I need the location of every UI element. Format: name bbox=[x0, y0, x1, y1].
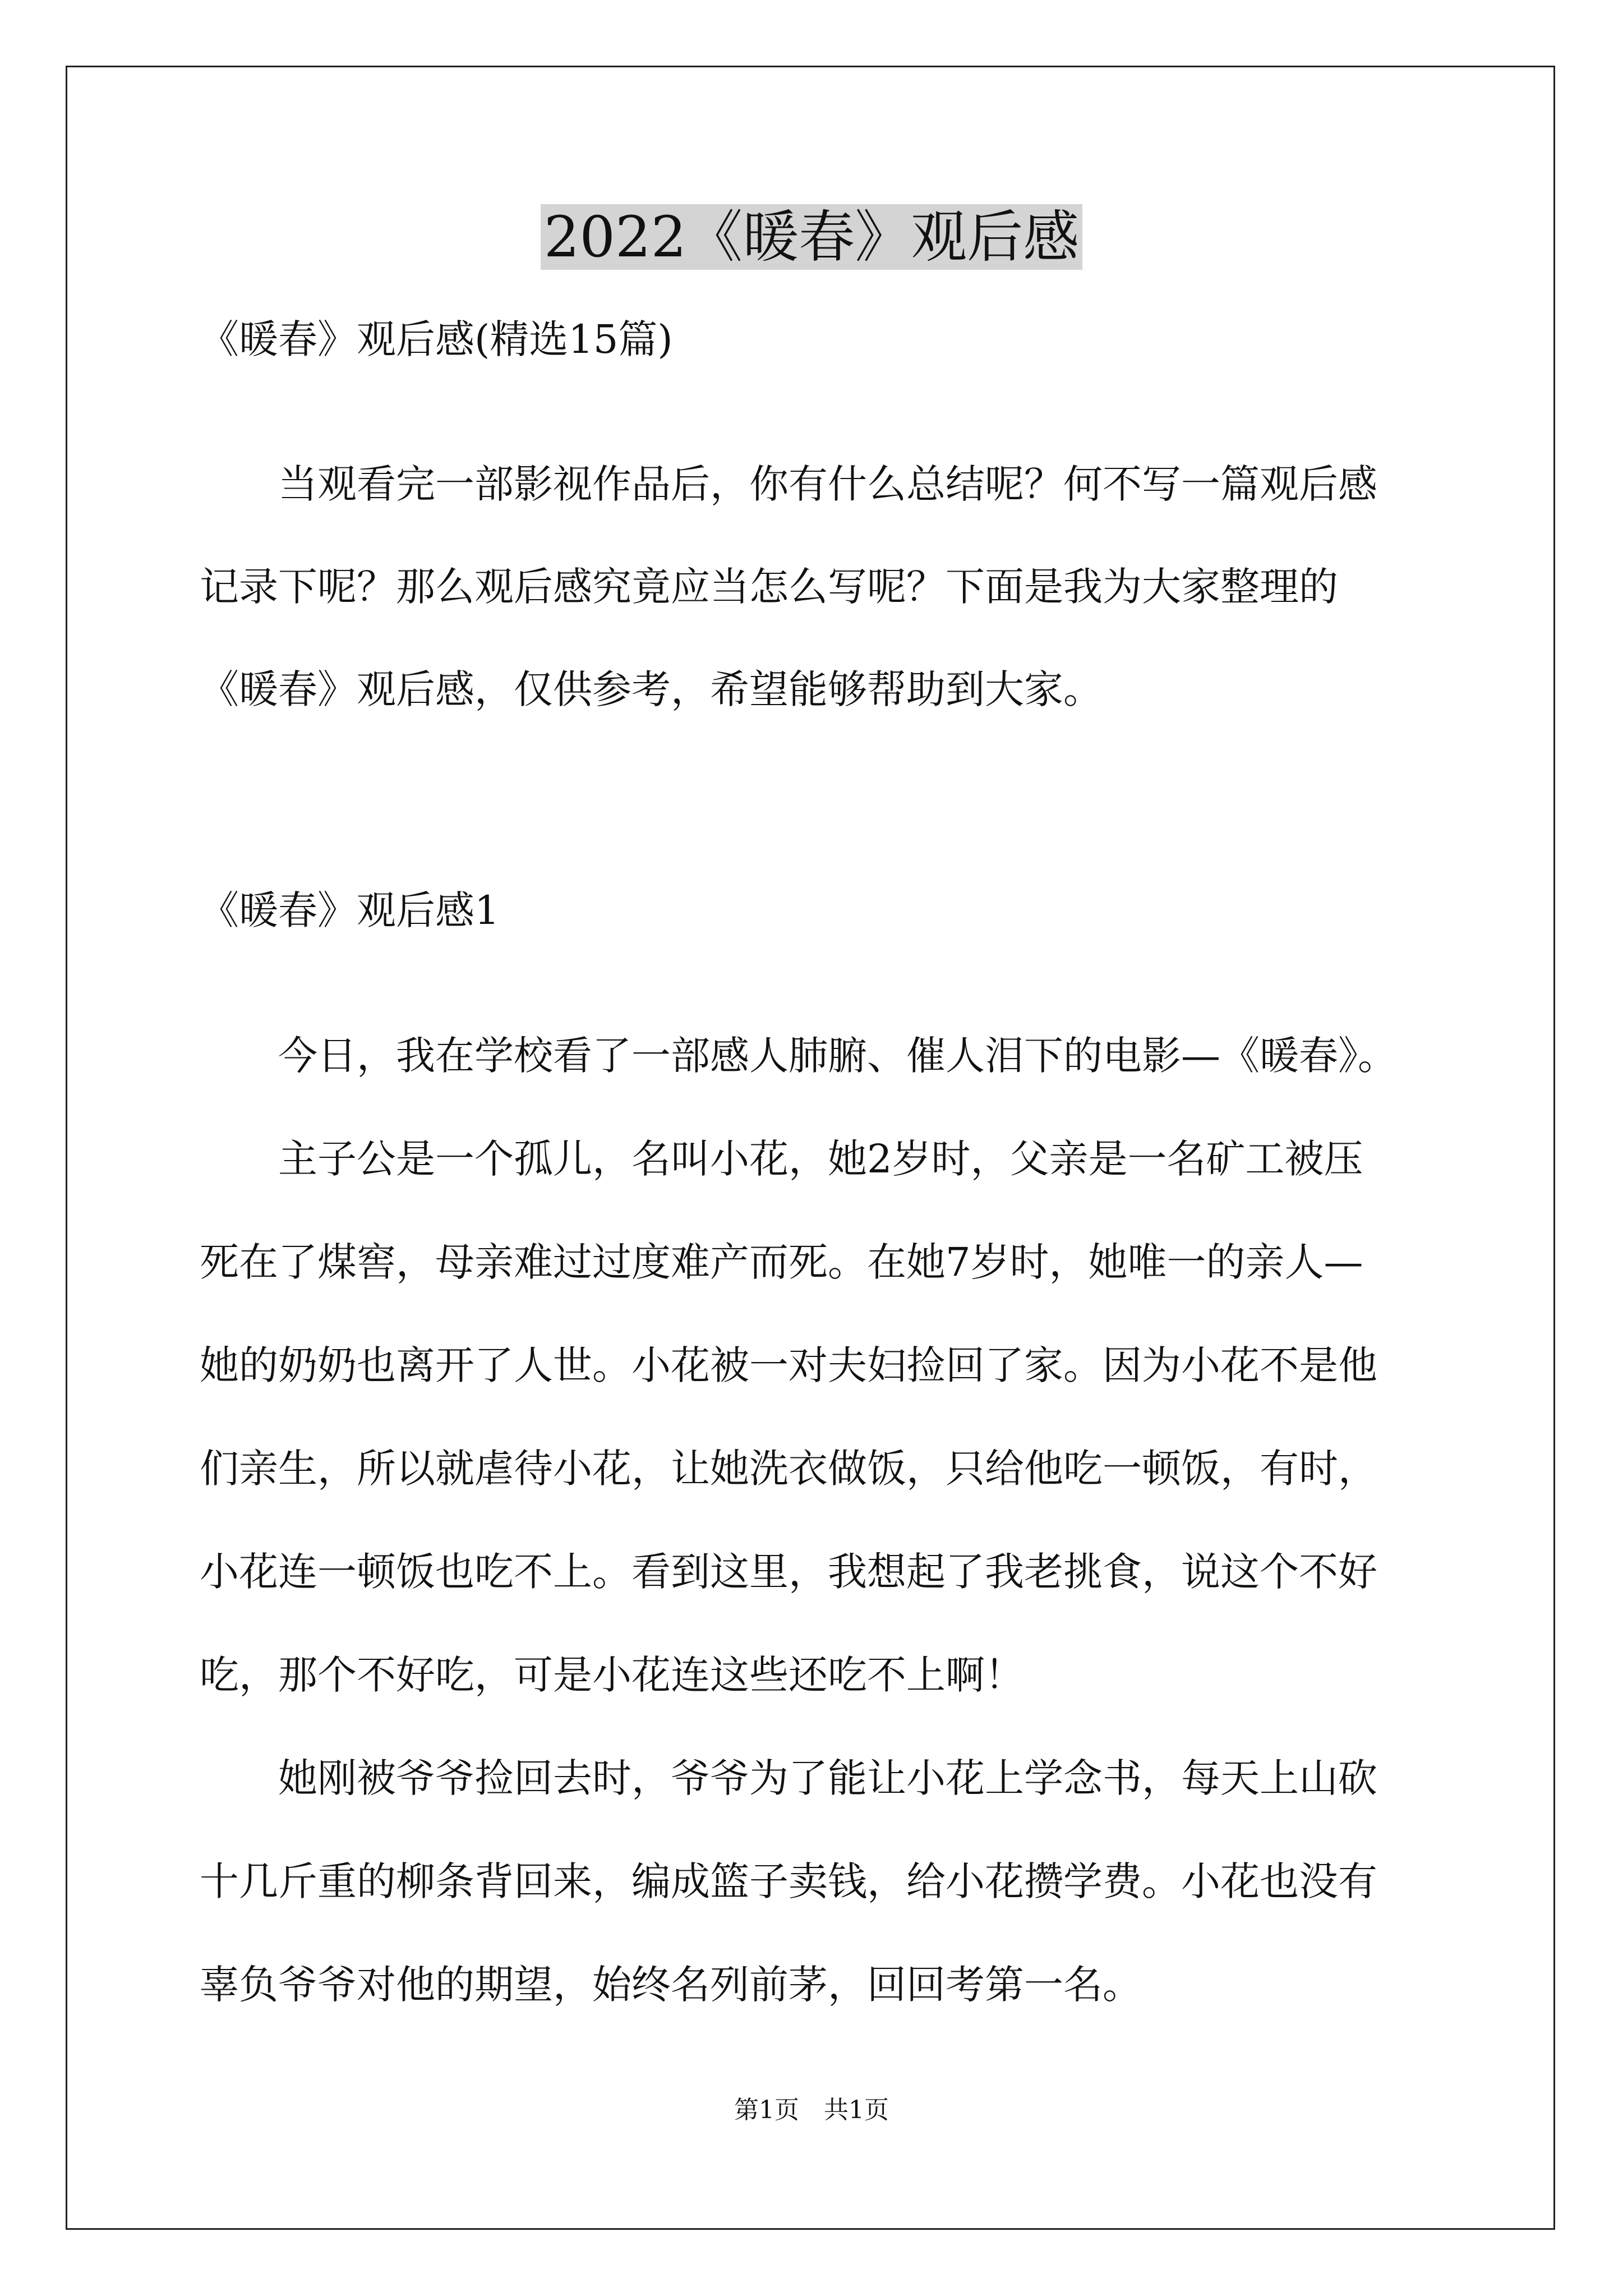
intro-line-1: 当观看完一部影视作品后，你有什么总结呢？何不写一篇观后感 bbox=[200, 461, 1377, 507]
body-line-7: 吃，那个不好吃，可是小花连这些还吃不上啊！ bbox=[200, 1652, 1024, 1698]
body-line-8: 她刚被爷爷捡回去时，爷爷为了能让小花上学念书，每天上山砍 bbox=[200, 1755, 1377, 1801]
page-number-footer: 第1页 共1页 bbox=[734, 2096, 889, 2124]
title-text: 2022《暖春》观后感 bbox=[541, 204, 1083, 270]
body-line-10: 辜负爷爷对他的期望，始终名列前茅，回回考第一名。 bbox=[200, 1962, 1142, 2008]
body-line-9: 十几斤重的柳条背回来，编成篮子卖钱，给小花攒学费。小花也没有 bbox=[200, 1858, 1377, 1904]
body-line-5: 们亲生，所以就虐待小花，让她洗衣做饭，只给他吃一顿饭，有时， bbox=[200, 1446, 1377, 1492]
section-heading: 《暖春》观后感1 bbox=[200, 887, 500, 933]
document-title bbox=[0, 195, 1623, 279]
body-line-2: 主子公是一个孤儿，名叫小花，她2岁时，父亲是一名矿工被压 bbox=[200, 1136, 1363, 1182]
body-line-6: 小花连一顿饭也吃不上。看到这里，我想起了我老挑食，说这个不好 bbox=[200, 1549, 1377, 1595]
document-subtitle: 《暖春》观后感(精选15篇) bbox=[200, 316, 673, 362]
body-line-4: 她的奶奶也离开了人世。小花被一对夫妇捡回了家。因为小花不是他 bbox=[200, 1342, 1377, 1388]
intro-line-2: 记录下呢？那么观后感究竟应当怎么写呢？下面是我为大家整理的 bbox=[200, 564, 1338, 610]
body-line-1: 今日，我在学校看了一部感人肺腑、催人泪下的电影—《暖春》。 bbox=[200, 1033, 1397, 1079]
body-line-3: 死在了煤窖，母亲难过过度难产而死。在她7岁时，她唯一的亲人— bbox=[200, 1239, 1363, 1285]
intro-line-3: 《暖春》观后感，仅供参考，希望能够帮助到大家。 bbox=[200, 666, 1103, 712]
